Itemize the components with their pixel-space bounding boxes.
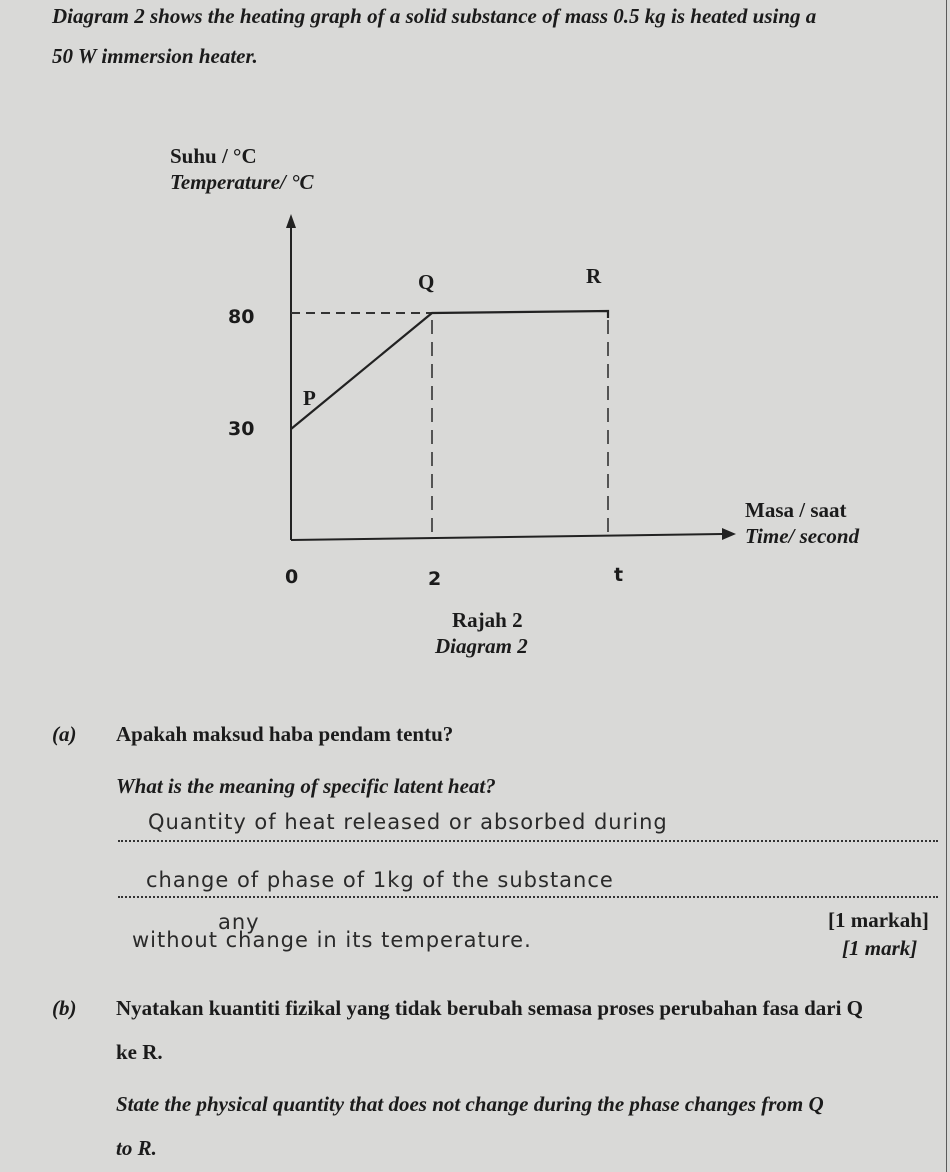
answer-line-1-dots xyxy=(118,840,938,842)
question-a-text-en: What is the meaning of specific latent heat? xyxy=(116,774,496,798)
x-axis-line xyxy=(291,534,722,540)
question-b-text-ms-2: ke R. xyxy=(116,1040,163,1064)
x-tick-2: 2 xyxy=(428,568,442,590)
answer-a-line-3b: without change in its temperature. xyxy=(132,928,532,952)
answer-a-line-3a: any xyxy=(218,910,260,934)
x-tick-0: 0 xyxy=(285,566,299,588)
question-b-text-en-1: State the physical quantity that does not change during the phase changes from Q xyxy=(116,1092,824,1116)
y-axis-label-en: Temperature/ °C xyxy=(170,170,314,194)
y-tick-30: 30 xyxy=(228,418,255,440)
point-label-q: Q xyxy=(418,270,435,294)
answer-a-line-2: change of phase of 1kg of the substance xyxy=(146,868,614,892)
question-a-number: (a) xyxy=(52,722,77,746)
answer-line-2-dots xyxy=(118,896,938,898)
x-axis-label-en: Time/ second xyxy=(745,524,860,548)
point-label-r: R xyxy=(586,264,602,288)
marks-ms: [1 markah] xyxy=(828,908,929,932)
answer-a-line-1: Quantity of heat released or absorbed during xyxy=(148,810,668,834)
heating-curve xyxy=(291,311,608,429)
question-a-text-ms: Apakah maksud haba pendam tentu? xyxy=(116,722,454,746)
caption-en: Diagram 2 xyxy=(435,634,528,658)
question-b-number: (b) xyxy=(52,996,77,1020)
marks-en: [1 mark] xyxy=(842,936,918,960)
page-edge-line xyxy=(946,0,947,1172)
y-axis-label-ms: Suhu / °C xyxy=(170,144,257,168)
intro-line-2: 50 W immersion heater. xyxy=(52,44,258,68)
x-tick-t: t xyxy=(614,564,624,586)
y-tick-80: 80 xyxy=(228,306,255,328)
point-label-p: P xyxy=(303,386,316,410)
question-b-text-ms-1: Nyatakan kuantiti fizikal yang tidak berubah semasa proses perubahan fasa dari Q xyxy=(116,996,863,1020)
x-axis-label-ms: Masa / saat xyxy=(745,498,847,522)
question-b-text-en-2: to R. xyxy=(116,1136,157,1160)
caption-ms: Rajah 2 xyxy=(452,608,523,632)
y-axis-arrow xyxy=(286,214,296,228)
intro-line-1: Diagram 2 shows the heating graph of a solid substance of mass 0.5 kg is heated using a xyxy=(52,4,817,28)
x-axis-arrow xyxy=(722,528,736,540)
